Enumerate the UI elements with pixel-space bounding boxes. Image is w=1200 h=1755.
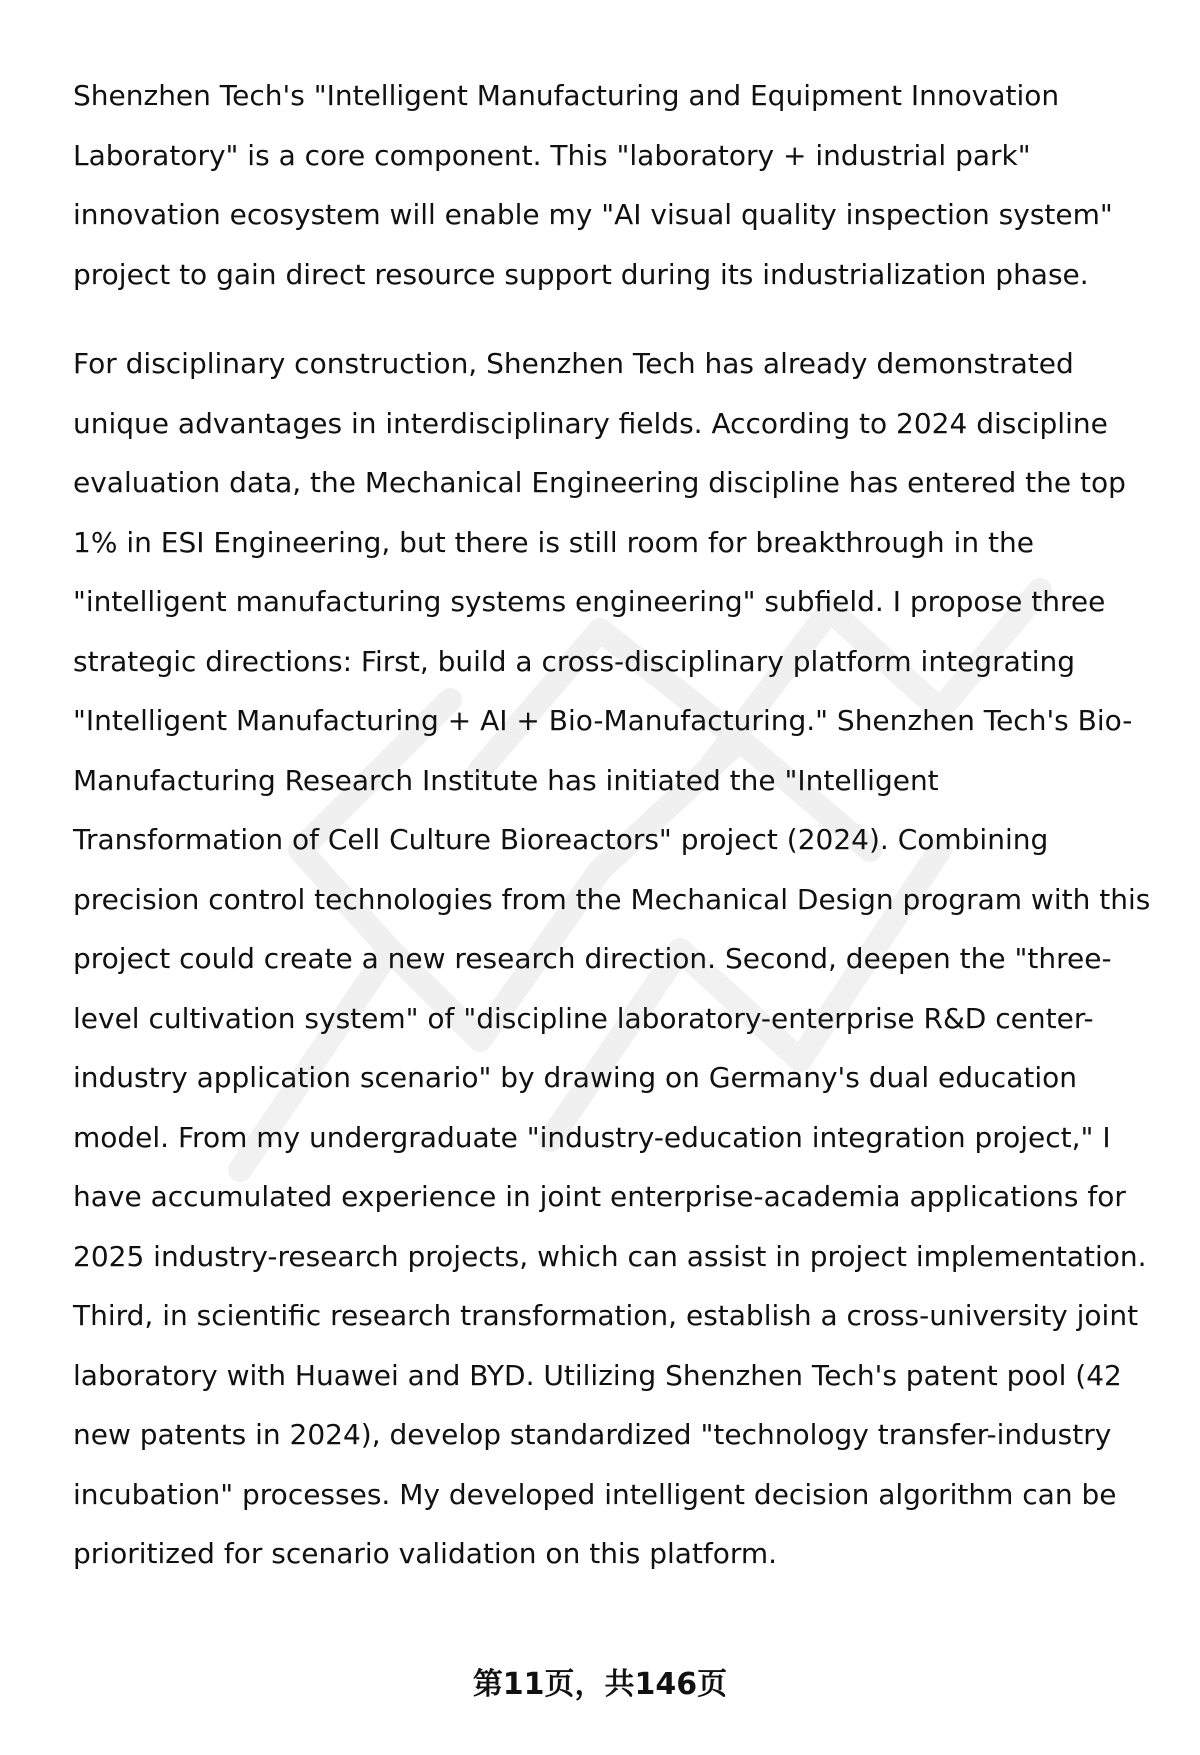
paragraph-laboratory-ecosystem: Shenzhen Tech's "Intelligent Manufacturing and Equipment Innovation Laboratory" is a core component. This "laboratory + industrial park" innovation ecosystem will enable my "AI visual quality inspection system" project to gain direct resource support during its industrialization phase. <box>73 79 1113 291</box>
page-footer: 第11页，共146页 <box>472 1667 728 1702</box>
document-content <box>73 66 1153 1584</box>
paragraph-disciplinary-construction: For disciplinary construction, Shenzhen Tech has already demonstrated unique advantages in interdisciplinary fields. According to 2024 discipline evaluation data, the Mechanical Engineering discipline has entered the top 1% in ESI Engineering, but there is still room for breakthrough in the "intelligent manufacturing systems engineering" subfield. I propose three strategic directions: First, build a cross-disciplinary platform integrating "Intelligent Manufacturing + AI + Bio-Manufacturing." Shenzhen Tech's Bio-Manufacturing Research Institute has initiated the "Intelligent Transformation of Cell Culture Bioreactors" project (2024). Combining precision control technologies from the Mechanical Design program with this project could create a new research direction. Second, deepen the "three-level cultivation system" of "discipline laboratory-enterprise R&D center-industry application scenario" by drawing on Germany's dual education model. From my undergraduate "industry-education integration project," I have accumulated experience in joint enterprise-academia applications for 2025 industry-research projects, which can assist in project implementation. Third, in scientific research transformation, establish a cross-university joint laboratory with Huawei and BYD. Utilizing Shenzhen Tech's patent pool (42 new patents in 2024), develop standardized "technology transfer-industry incubation" processes. My developed intelligent decision algorithm can be prioritized for scenario validation on this platform. <box>73 347 1151 1570</box>
